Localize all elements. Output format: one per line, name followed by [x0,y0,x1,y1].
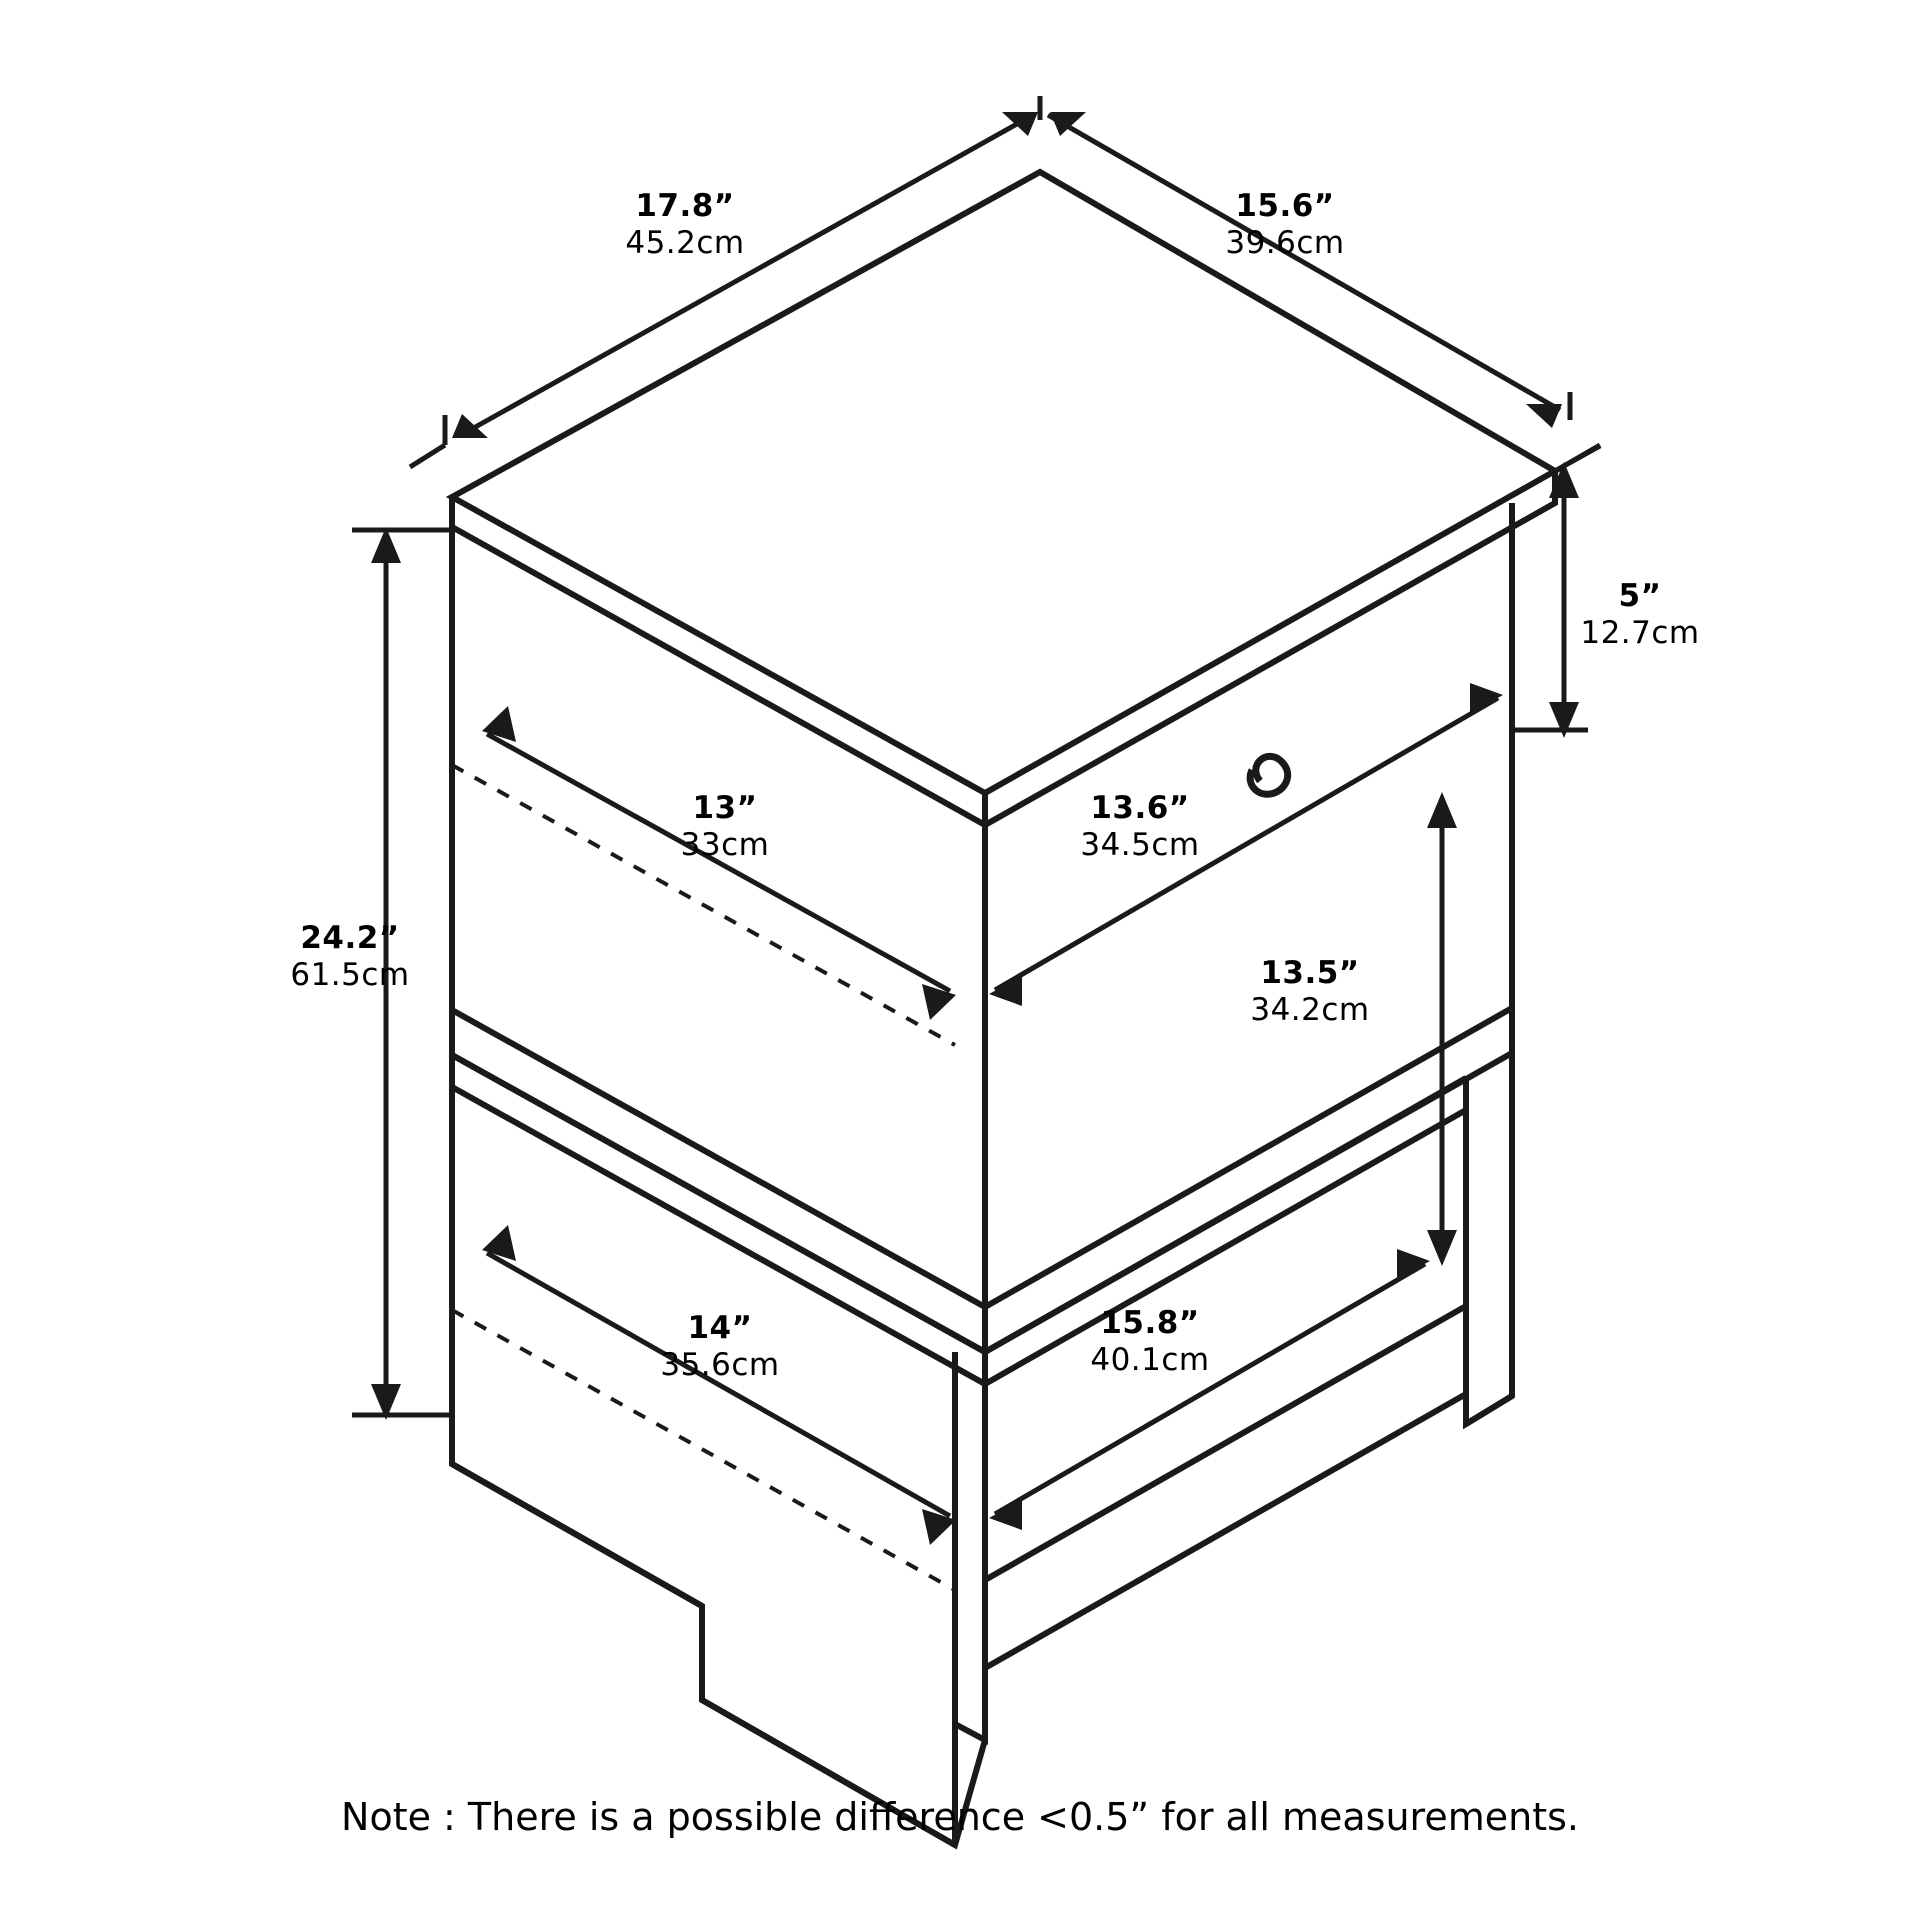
dim-top-depth-line [470,115,1033,430]
dim-overall-height-metric: 61.5cm [290,956,410,993]
tabletop-edge-left [452,497,985,825]
dim-top-depth-metric: 45.2cm [625,224,745,261]
dim-drawer-height-metric: 12.7cm [1580,614,1700,651]
tabletop-surface [452,172,1555,793]
right-leg [1466,1053,1512,1424]
dim-shelf-width-imperial: 15.8” [1100,1305,1200,1341]
dim-drawer-depth-metric: 33cm [680,826,770,863]
dim-drawer-width-metric: 34.5cm [1080,826,1200,863]
measurement-note: Note : There is a possible difference <0.5” for all measurements. [341,1795,1579,1839]
hidden-edges [452,765,955,1590]
dim-top-width-metric: 39.6cm [1225,224,1345,261]
dim-top-width-imperial: 15.6” [1235,188,1335,224]
tabletop-edge-right [985,471,1555,825]
drawer-knob-icon [1250,756,1288,794]
dim-label-top-width [1190,188,1380,261]
dim-top-depth-imperial: 17.8” [635,188,735,224]
shelf-top-surface [452,1055,1466,1352]
dim-drawer-width-imperial: 13.6” [1090,790,1190,826]
dim-label-top-depth [590,188,780,261]
dim-drawer-depth-imperial: 13” [692,790,758,826]
dim-label-shelf-depth [625,1310,815,1383]
dim-shelf-clearance-metric: 34.2cm [1250,991,1370,1028]
dim-shelf-depth-metric: 35.6cm [660,1346,780,1383]
bottom-shelf-front [985,1394,1466,1668]
dim-label-drawer-width [1040,790,1240,863]
dim-overall-height-imperial: 24.2” [300,920,400,956]
dim-shelf-depth-imperial: 14” [687,1310,753,1346]
base-front-line [452,1464,985,1845]
drawer-face-right [985,503,1512,1352]
drawer-face-left [452,527,985,1352]
right-leg-bottom [1466,1396,1512,1424]
dim-label-drawer-depth [630,790,820,863]
front-leg [955,1352,985,1740]
dim-shelf-width-metric: 40.1cm [1090,1341,1210,1378]
dim-shelf-width-line [995,1264,1425,1514]
dim-label-shelf-width [1050,1305,1250,1378]
drawer-seam-left [452,1010,985,1307]
dim-label-drawer-height [1545,578,1735,651]
dim-label-shelf-clearance [1200,955,1420,1028]
ext-5in-top [1555,446,1600,471]
dim-label-overall-height [250,920,450,993]
dim-shelf-clearance-imperial: 13.5” [1260,955,1360,991]
ext-top-left [410,415,445,467]
drawer-seam-right [985,1008,1512,1307]
dim-drawer-height-imperial: 5” [1618,578,1662,614]
dim-top-width-line [1048,115,1560,410]
